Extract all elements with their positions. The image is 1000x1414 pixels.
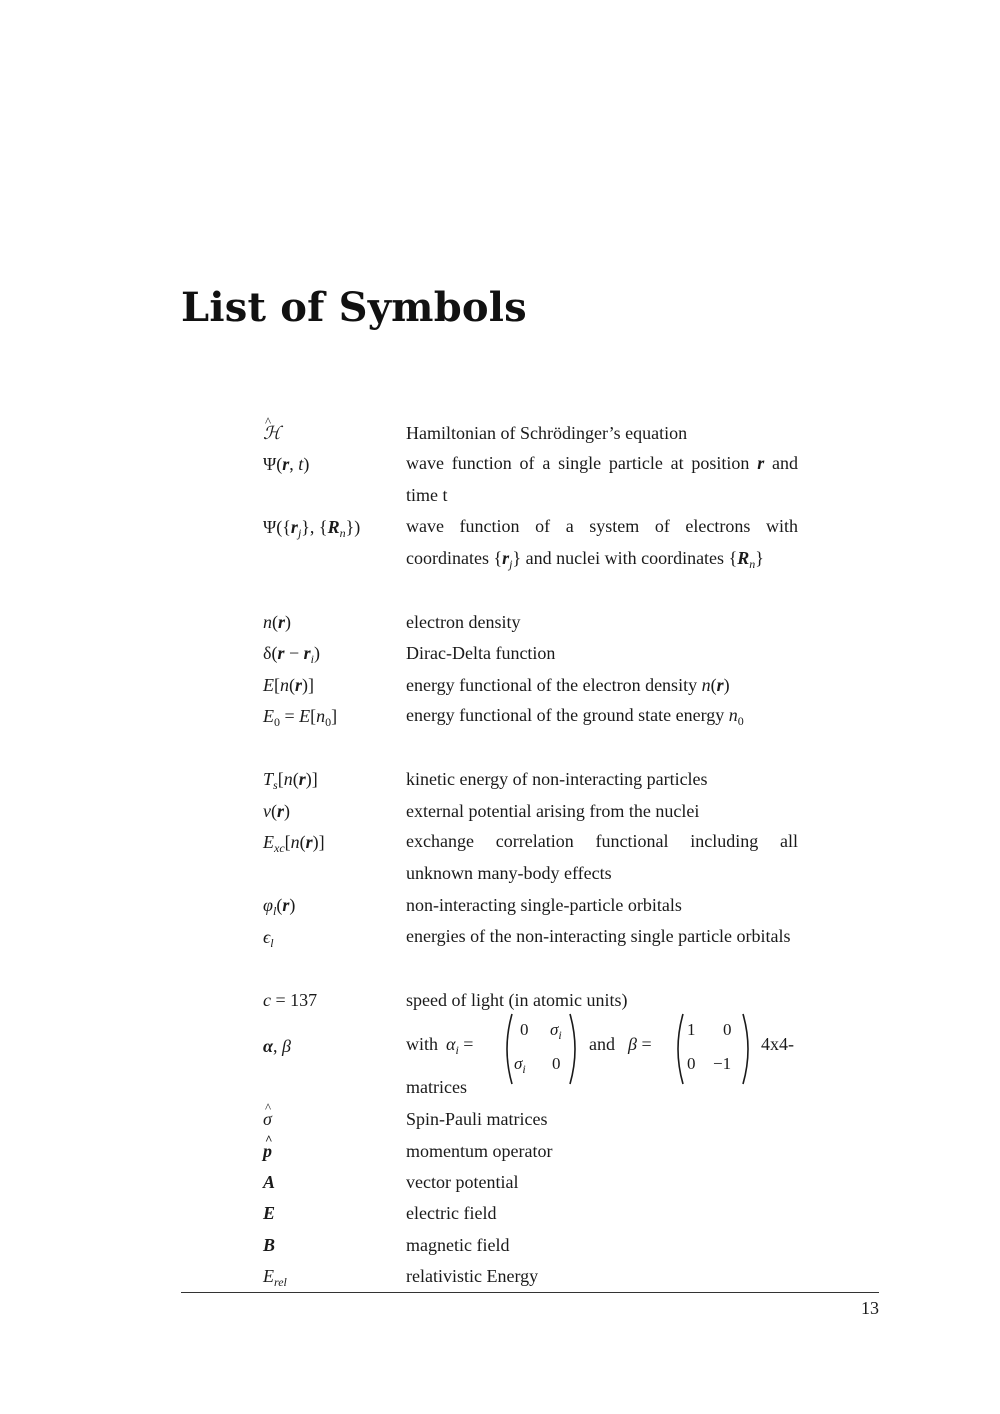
description-vector-potential: vector potential xyxy=(406,1172,519,1192)
footer-rule xyxy=(181,1292,879,1293)
beta-matrix-cell: 0 xyxy=(723,1020,732,1039)
description-wave-function-single: wave function of a single particle at position r and time t xyxy=(406,453,798,505)
symbol-energy-functional: E[n(r)] xyxy=(263,675,315,695)
beta-lhs: β = xyxy=(628,1034,652,1054)
symbol-electron-density: n(r) xyxy=(263,612,292,632)
description-dirac-matrices-continuation: matrices xyxy=(406,1077,467,1097)
symbol-momentum-operator: p ^ xyxy=(263,1139,272,1163)
description-wave-function-system: wave function of a system of electrons with coordinates $\{r_j\}$ and nuclei with coordinates $\{R_n\}$ xyxy=(406,516,798,571)
symbol-kinetic-energy: $T_s[n(r)]$ xyxy=(263,769,318,792)
symbol-dirac-delta: $\delta(r - r_i)$ xyxy=(263,643,321,666)
description-ground-state-energy: energy functional of the ground state energy $n_0$ xyxy=(406,705,744,728)
symbol-speed-of-light: c = 137 xyxy=(263,990,318,1010)
symbol-vector-potential: A xyxy=(263,1172,276,1192)
symbol-orbitals: $\varphi_l(r)$ xyxy=(263,895,296,918)
page-title: List of Symbols xyxy=(181,284,527,331)
description-orbitals: non-interacting single-particle orbitals xyxy=(406,895,682,915)
matrix-suffix: 4x4- xyxy=(761,1034,794,1054)
page-number: 13 xyxy=(861,1298,879,1318)
symbol-relativistic-energy: $E_{rel}$ xyxy=(263,1266,287,1289)
description-orbital-energies: energies of the non-interacting single particle orbitals xyxy=(406,926,791,946)
description-electron-density: electron density xyxy=(406,612,521,632)
matrix-and: and xyxy=(589,1034,615,1054)
description-momentum-operator: momentum operator xyxy=(406,1141,553,1161)
symbol-wave-function-system: $\Psi(\{r_j\}$, $\{R_n\}$) xyxy=(263,517,361,540)
description-exchange-correlation: exchange correlation functional including all unknown many-body effects xyxy=(406,831,798,883)
description-pauli-matrices: Spin-Pauli matrices xyxy=(406,1109,548,1129)
beta-matrix-cell: 0 xyxy=(687,1054,696,1073)
beta-matrix-cell: −1 xyxy=(713,1054,732,1073)
symbol-electric-field: E xyxy=(263,1203,276,1223)
symbol-ground-state-energy: $E_0 = E[n_0]$ xyxy=(263,706,338,729)
symbol-exchange-correlation: $E_{xc}[n(r)]$ xyxy=(263,832,325,855)
symbol-dirac-matrices: α, β xyxy=(263,1036,291,1056)
alpha-matrix-cell: $\sigma_i$ xyxy=(514,1054,526,1076)
alpha-matrix-cell: 0 xyxy=(520,1020,529,1039)
description-relativistic-energy: relativistic Energy xyxy=(406,1266,539,1286)
description-hamiltonian: Hamiltonian of Schrödinger’s equation xyxy=(406,423,688,443)
symbol-pauli-matrices: σ ^ xyxy=(263,1107,272,1131)
description-external-potential: external potential arising from the nuclei xyxy=(406,801,700,821)
alpha-matrix-cell: $\sigma_i$ xyxy=(550,1020,562,1042)
matrix-prefix: with xyxy=(406,1034,439,1054)
description-energy-functional: energy functional of the electron density n(r) xyxy=(406,675,730,695)
symbol-wave-function-single: Ψ(r, t) xyxy=(263,454,310,474)
description-electric-field: electric field xyxy=(406,1203,497,1223)
description-kinetic-energy: kinetic energy of non-interacting particles xyxy=(406,769,708,789)
description-magnetic-field: magnetic field xyxy=(406,1235,510,1255)
alpha-lhs: $\alpha_i$ = xyxy=(446,1034,474,1057)
description-speed-of-light: speed of light (in atomic units) xyxy=(406,990,628,1010)
description-dirac-delta: Dirac-Delta function xyxy=(406,643,556,663)
alpha-matrix-cell: 0 xyxy=(552,1054,561,1073)
symbol-orbital-energies: $\epsilon_l$ xyxy=(263,927,274,950)
beta-matrix-cell: 1 xyxy=(687,1020,696,1039)
symbol-hamiltonian: ℋ ^ xyxy=(263,421,281,445)
symbol-external-potential: v(r) xyxy=(263,801,291,821)
symbol-magnetic-field: B xyxy=(263,1235,276,1255)
